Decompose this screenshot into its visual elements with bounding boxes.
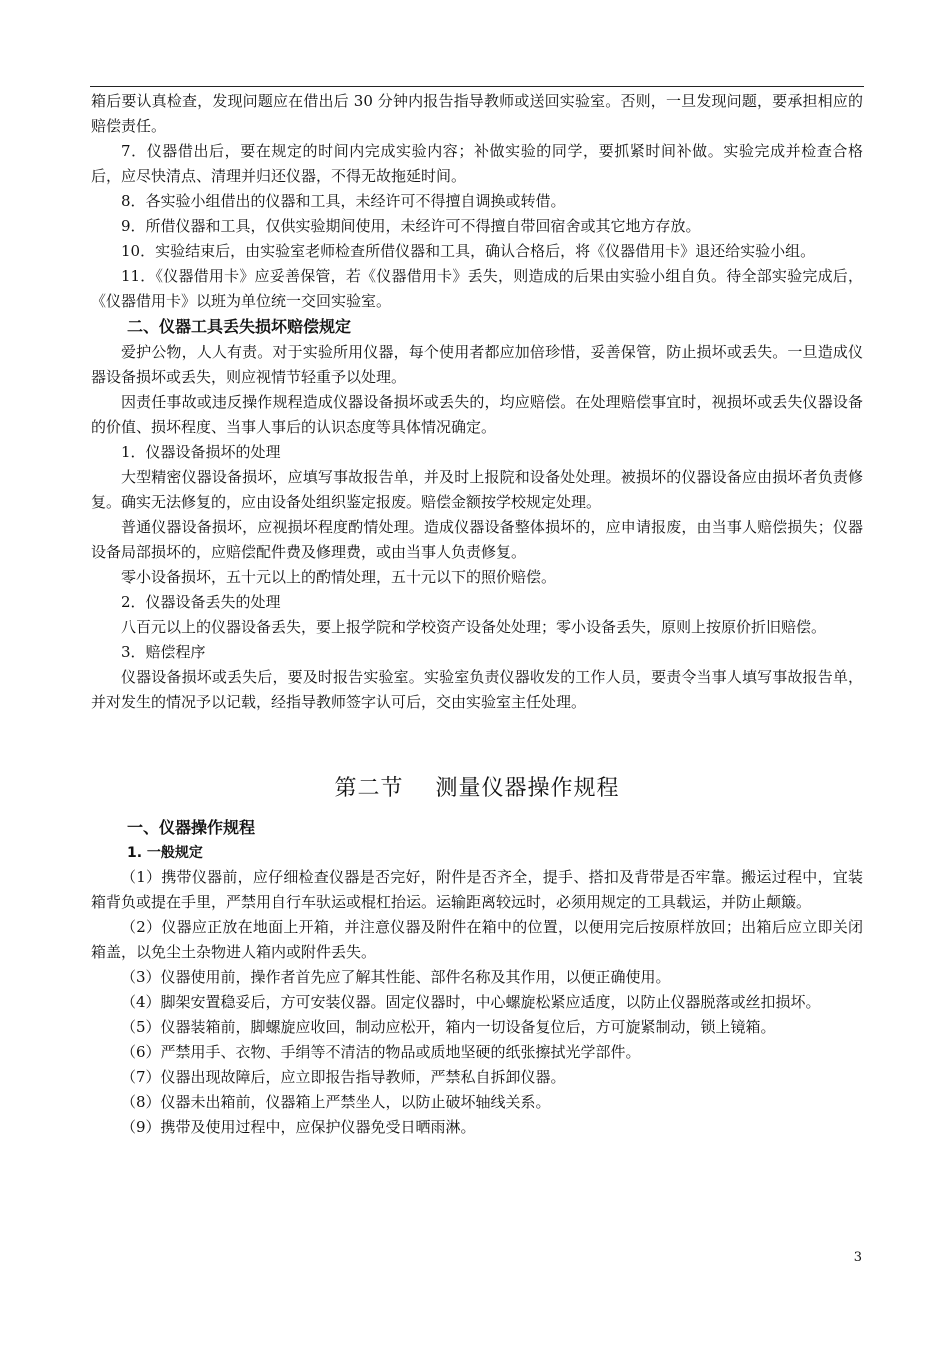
damage-paragraph: 普通仪器设备损坏，应视损坏程度酌情处理。造成仪器设备整体损坏的，应申请报废，由当事人赔偿损失；仪器设备局部损坏的，应赔偿配件费及修理费，或由当事人负责修复。: [91, 518, 863, 561]
section-title: [91, 771, 863, 807]
general-rule-2: （2）仪器应正放在地面上开箱，并注意仪器及附件在箱中的位置，以便用完后按原样放回；出箱后应立即关闭箱盖，以免尘土杂物进人箱内或附件丢失。: [91, 918, 863, 961]
heading-operation: 一、仪器操作规程: [127, 818, 256, 837]
rule-10: 10．实验结束后，由实验室老师检查所借仪器和工具，确认合格后，将《仪器借用卡》退还给实验小组。: [121, 242, 816, 260]
intro-paragraph: 因责任事故或违反操作规程造成仪器设备损坏或丢失的，均应赔偿。在处理赔偿事宜时，视损坏或丢失仪器设备的价值、损坏程度、当事人事后的认识态度等具体情况确定。: [91, 393, 863, 436]
damage-paragraph: 大型精密仪器设备损坏，应填写事故报告单，并及时上报院和设备处处理。被损坏的仪器设备应由损坏者负责修复。确实无法修复的，应由设备处组织鉴定报废。赔偿金额按学校规定处理。: [91, 468, 863, 511]
rule-9: 9．所借仪器和工具，仅供实验期间使用，未经许可不得擅自带回宿舍或其它地方存放。: [121, 217, 701, 235]
general-rule-5: （5）仪器装箱前，脚螺旋应收回，制动应松开，箱内一切设备复位后，方可旋紧制动，锁上镜箱。: [121, 1018, 776, 1036]
page-body: [91, 89, 863, 1140]
heading-compensation: 二、仪器工具丢失损坏赔偿规定: [127, 317, 352, 336]
general-rule-1: （1）携带仪器前，应仔细检查仪器是否完好，附件是否齐全，提手、搭扣及背带是否牢靠。搬运过程中，宜装箱背负或提在手里，严禁用自行车驮运或棍杠抬运。运输距离较远时，必须用规定的工具载运，并防止颠簸。: [91, 868, 863, 911]
damage-paragraph: 零小设备损坏，五十元以上的酌情处理，五十元以下的照价赔偿。: [121, 568, 557, 586]
intro-paragraph: 爱护公物，人人有责。对于实验所用仪器，每个使用者都应加倍珍惜，妥善保管，防止损坏或丢失。一旦造成仪器设备损坏或丢失，则应视情节轻重予以处理。: [91, 343, 863, 386]
rule-7: 7．仪器借出后，要在规定的时间内完成实验内容；补做实验的同学，要抓紧时间补做。实验完成并检查合格后，应尽快清点、清理并归还仪器，不得无故拖延时间。: [91, 142, 863, 185]
rule-11: 11．《仪器借用卡》应妥善保管，若《仪器借用卡》丢失，则造成的后果由实验小组自负。待全部实验完成后，《仪器借用卡》以班为单位统一交回实验室。: [91, 267, 863, 310]
general-rule-3: （3）仪器使用前，操作者首先应了解其性能、部件名称及其作用，以便正确使用。: [121, 968, 671, 986]
page-number: 3: [853, 1250, 862, 1265]
general-rule-8: （8）仪器未出箱前，仪器箱上严禁坐人，以防止破坏轴线关系。: [121, 1093, 551, 1111]
procedure-heading: 3．赔偿程序: [121, 643, 206, 661]
loss-heading: 2．仪器设备丢失的处理: [121, 593, 281, 611]
general-rule-4: （4）脚架安置稳妥后，方可安装仪器。固定仪器时，中心螺旋松紧应适度，以防止仪器脱落或丝扣损坏。: [121, 993, 821, 1011]
section-title-text: 第二节 测量仪器操作规程: [334, 776, 620, 801]
general-heading: 1. 一般规定: [127, 845, 203, 861]
procedure-paragraph: 仪器设备损坏或丢失后，要及时报告实验室。实验室负责仪器收发的工作人员，要责令当事人填写事故报告单，并对发生的情况予以记载，经指导教师签字认可后，交由实验室主任处理。: [91, 668, 863, 711]
loss-paragraph: 八百元以上的仪器设备丢失，要上报学院和学校资产设备处处理；零小设备丢失，原则上按原价折旧赔偿。: [121, 618, 827, 636]
general-rule-7: （7）仪器出现故障后，应立即报告指导教师，严禁私自拆卸仪器。: [121, 1068, 566, 1086]
rule-8: 8．各实验小组借出的仪器和工具，未经许可不得擅自调换或转借。: [121, 192, 566, 210]
continuation-paragraph: 箱后要认真检查，发现问题应在借出后 30 分钟内报告指导教师或送回实验室。否则，一旦发现问题，要承担相应的赔偿责任。: [91, 92, 863, 135]
general-rule-6: （6）严禁用手、衣物、手绢等不清洁的物品或质地坚硬的纸张擦拭光学部件。: [121, 1043, 641, 1061]
damage-heading: 1．仪器设备损坏的处理: [121, 443, 281, 461]
general-rule-9: （9）携带及使用过程中，应保护仪器免受日晒雨淋。: [121, 1118, 476, 1136]
header-rule: [90, 86, 864, 87]
